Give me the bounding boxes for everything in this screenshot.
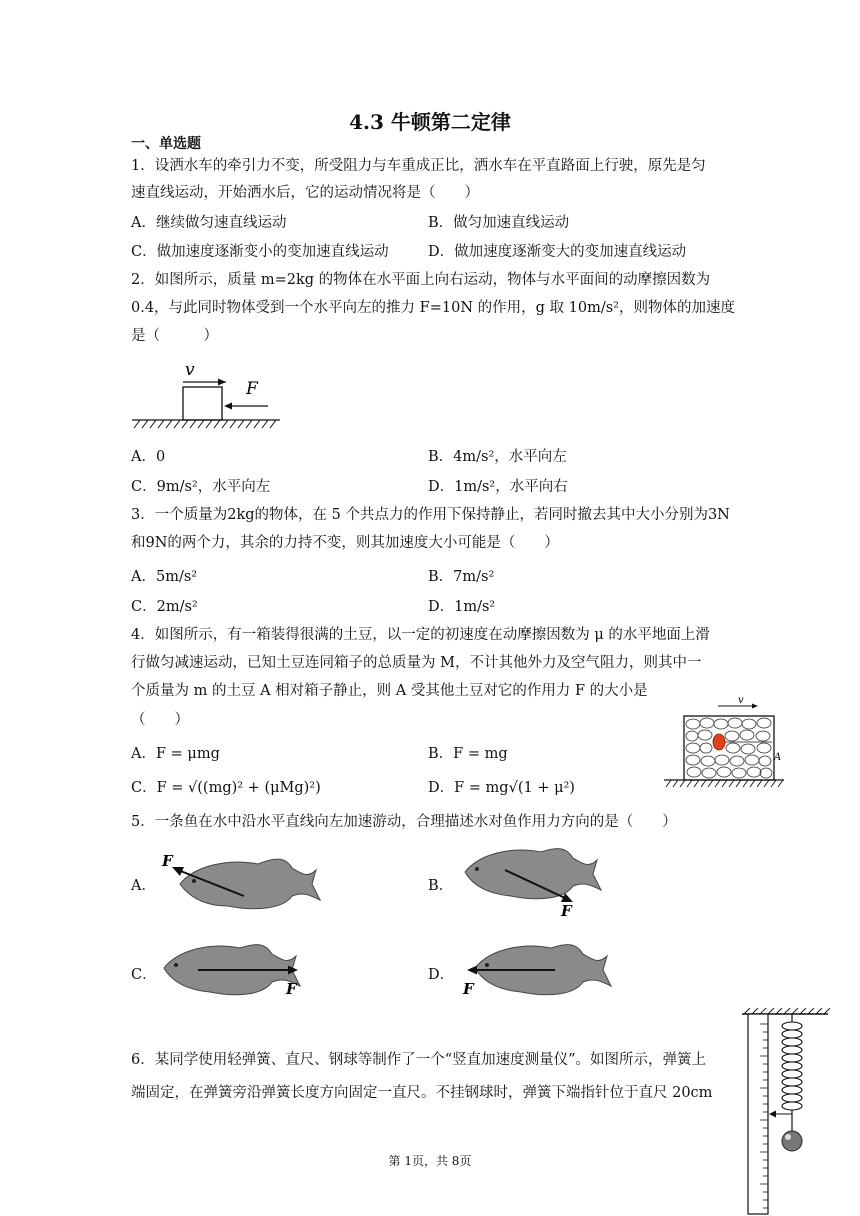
q2-block xyxy=(183,387,222,420)
q5-fish-b xyxy=(455,842,615,920)
q2-line1: 2．如图所示，质量 m=2kg 的物体在水平面上向右运动，物体与水平面间的动摩擦因数为 xyxy=(131,272,711,288)
q6-steel-ball xyxy=(782,1131,802,1151)
q5-fish-d xyxy=(455,934,615,1004)
q3-line2: 和9N的两个力，其余的力持不变，则其加速度大小可能是（ ） xyxy=(131,535,559,551)
q4-option-c: C．F = √((mg)² + (μMg)²) xyxy=(131,780,321,796)
q4-line3: 个质量为 m 的土豆 A 相对箱子静止，则 A 受其他土豆对它的作用力 F 的大小是 xyxy=(131,683,648,699)
q1-option-c: C．做加速度逐渐变小的变加速直线运动 xyxy=(131,244,389,260)
q4-potato-a xyxy=(713,734,725,750)
q6-pointer xyxy=(769,1111,776,1118)
page-footer: 第 1页，共 8页 xyxy=(388,1154,472,1168)
q4-line2: 行做匀减速运动，已知土豆连同箱子的总质量为 M，不计其他外力及空气阻力，则其中一 xyxy=(131,655,702,671)
q3-option-c: C．2m/s² xyxy=(131,599,198,615)
q3-option-a: A．5m/s² xyxy=(131,569,198,585)
q2-force-label: F xyxy=(246,379,258,399)
q6-spring xyxy=(782,1022,802,1110)
q4-velocity-label: v xyxy=(738,695,744,706)
q4-potato-box-figure xyxy=(660,690,790,790)
q6-line2: 端固定，在弹簧旁沿弹簧长度方向固定一直尺。不挂钢球时，弹簧下端指针位于直尺 20cm xyxy=(131,1085,713,1101)
q2-ground-hatch xyxy=(134,420,276,428)
q6-spring-ruler-figure xyxy=(742,1008,832,1216)
q5-fish-b-force-label: F xyxy=(561,902,572,920)
section-heading: 一、单选题 xyxy=(131,136,201,152)
q5-label-c: C． xyxy=(131,967,157,983)
q1-option-d: D．做加速度逐渐变大的变加速直线运动 xyxy=(428,244,687,260)
q5-label-d: D． xyxy=(428,967,455,983)
q3-option-d: D．1m/s² xyxy=(428,599,496,615)
q1-line1: 1．设洒水车的牵引力不变，所受阻力与车重成正比，洒水车在平直路面上行驶，原先是匀 xyxy=(131,158,706,174)
q6-line1: 6．某同学使用轻弹簧、直尺、钢球等制作了一个“竖直加速度测量仪”。如图所示，弹簧上 xyxy=(131,1052,707,1068)
q5-label-a: A． xyxy=(131,878,156,894)
q4-potato-a-label: A xyxy=(774,752,782,763)
q2-block-figure xyxy=(128,356,288,436)
q2-line2: 0.4，与此同时物体受到一个水平向左的推力 F=10N 的作用，g 取 10m/s²，则物体的加速度 xyxy=(131,300,735,316)
q4-option-d: D．F = mg√(1 + μ²) xyxy=(428,780,575,796)
q1-option-b: B．做匀加速直线运动 xyxy=(428,215,570,231)
q5-fish-c-force-label: F xyxy=(286,980,297,998)
q5-fish-d-force-label: F xyxy=(463,980,474,998)
q5-fish-c xyxy=(158,936,318,1002)
q5-fish-a xyxy=(158,848,328,918)
q4-option-a: A．F = μmg xyxy=(131,746,220,762)
q3-option-b: B．7m/s² xyxy=(428,569,495,585)
q1-line2: 速直线运动，开始洒水后，它的运动情况将是（ ） xyxy=(131,185,479,201)
q4-line4: （ ） xyxy=(131,712,189,728)
q2-line3: 是（ ） xyxy=(131,328,218,344)
q5-label-b: B． xyxy=(428,878,454,894)
q1-option-a: A．继续做匀速直线运动 xyxy=(131,215,287,231)
q2-velocity-label: v xyxy=(185,360,195,380)
q2-option-b: B．4m/s²，水平向左 xyxy=(428,449,567,465)
q2-option-a: A．0 xyxy=(131,449,166,465)
q4-option-b: B．F = mg xyxy=(428,746,508,762)
q2-option-d: D．1m/s²，水平向右 xyxy=(428,479,568,495)
page-title: 4.3 牛顿第二定律 xyxy=(349,110,511,134)
q2-option-c: C．9m/s²，水平向左 xyxy=(131,479,271,495)
q5-fish-a-force-label: F xyxy=(162,852,173,870)
q3-line1: 3．一个质量为2kg的物体，在 5 个共点力的作用下保持静止，若同时撤去其中大小分别为3N xyxy=(131,507,730,523)
q4-line1: 4．如图所示，有一箱装得很满的土豆，以一定的初速度在动摩擦因数为 μ 的水平地面上滑 xyxy=(131,627,710,643)
q5-line1: 5．一条鱼在水中沿水平直线向左加速游动，合理描述水对鱼作用力方向的是（ ） xyxy=(131,814,677,830)
